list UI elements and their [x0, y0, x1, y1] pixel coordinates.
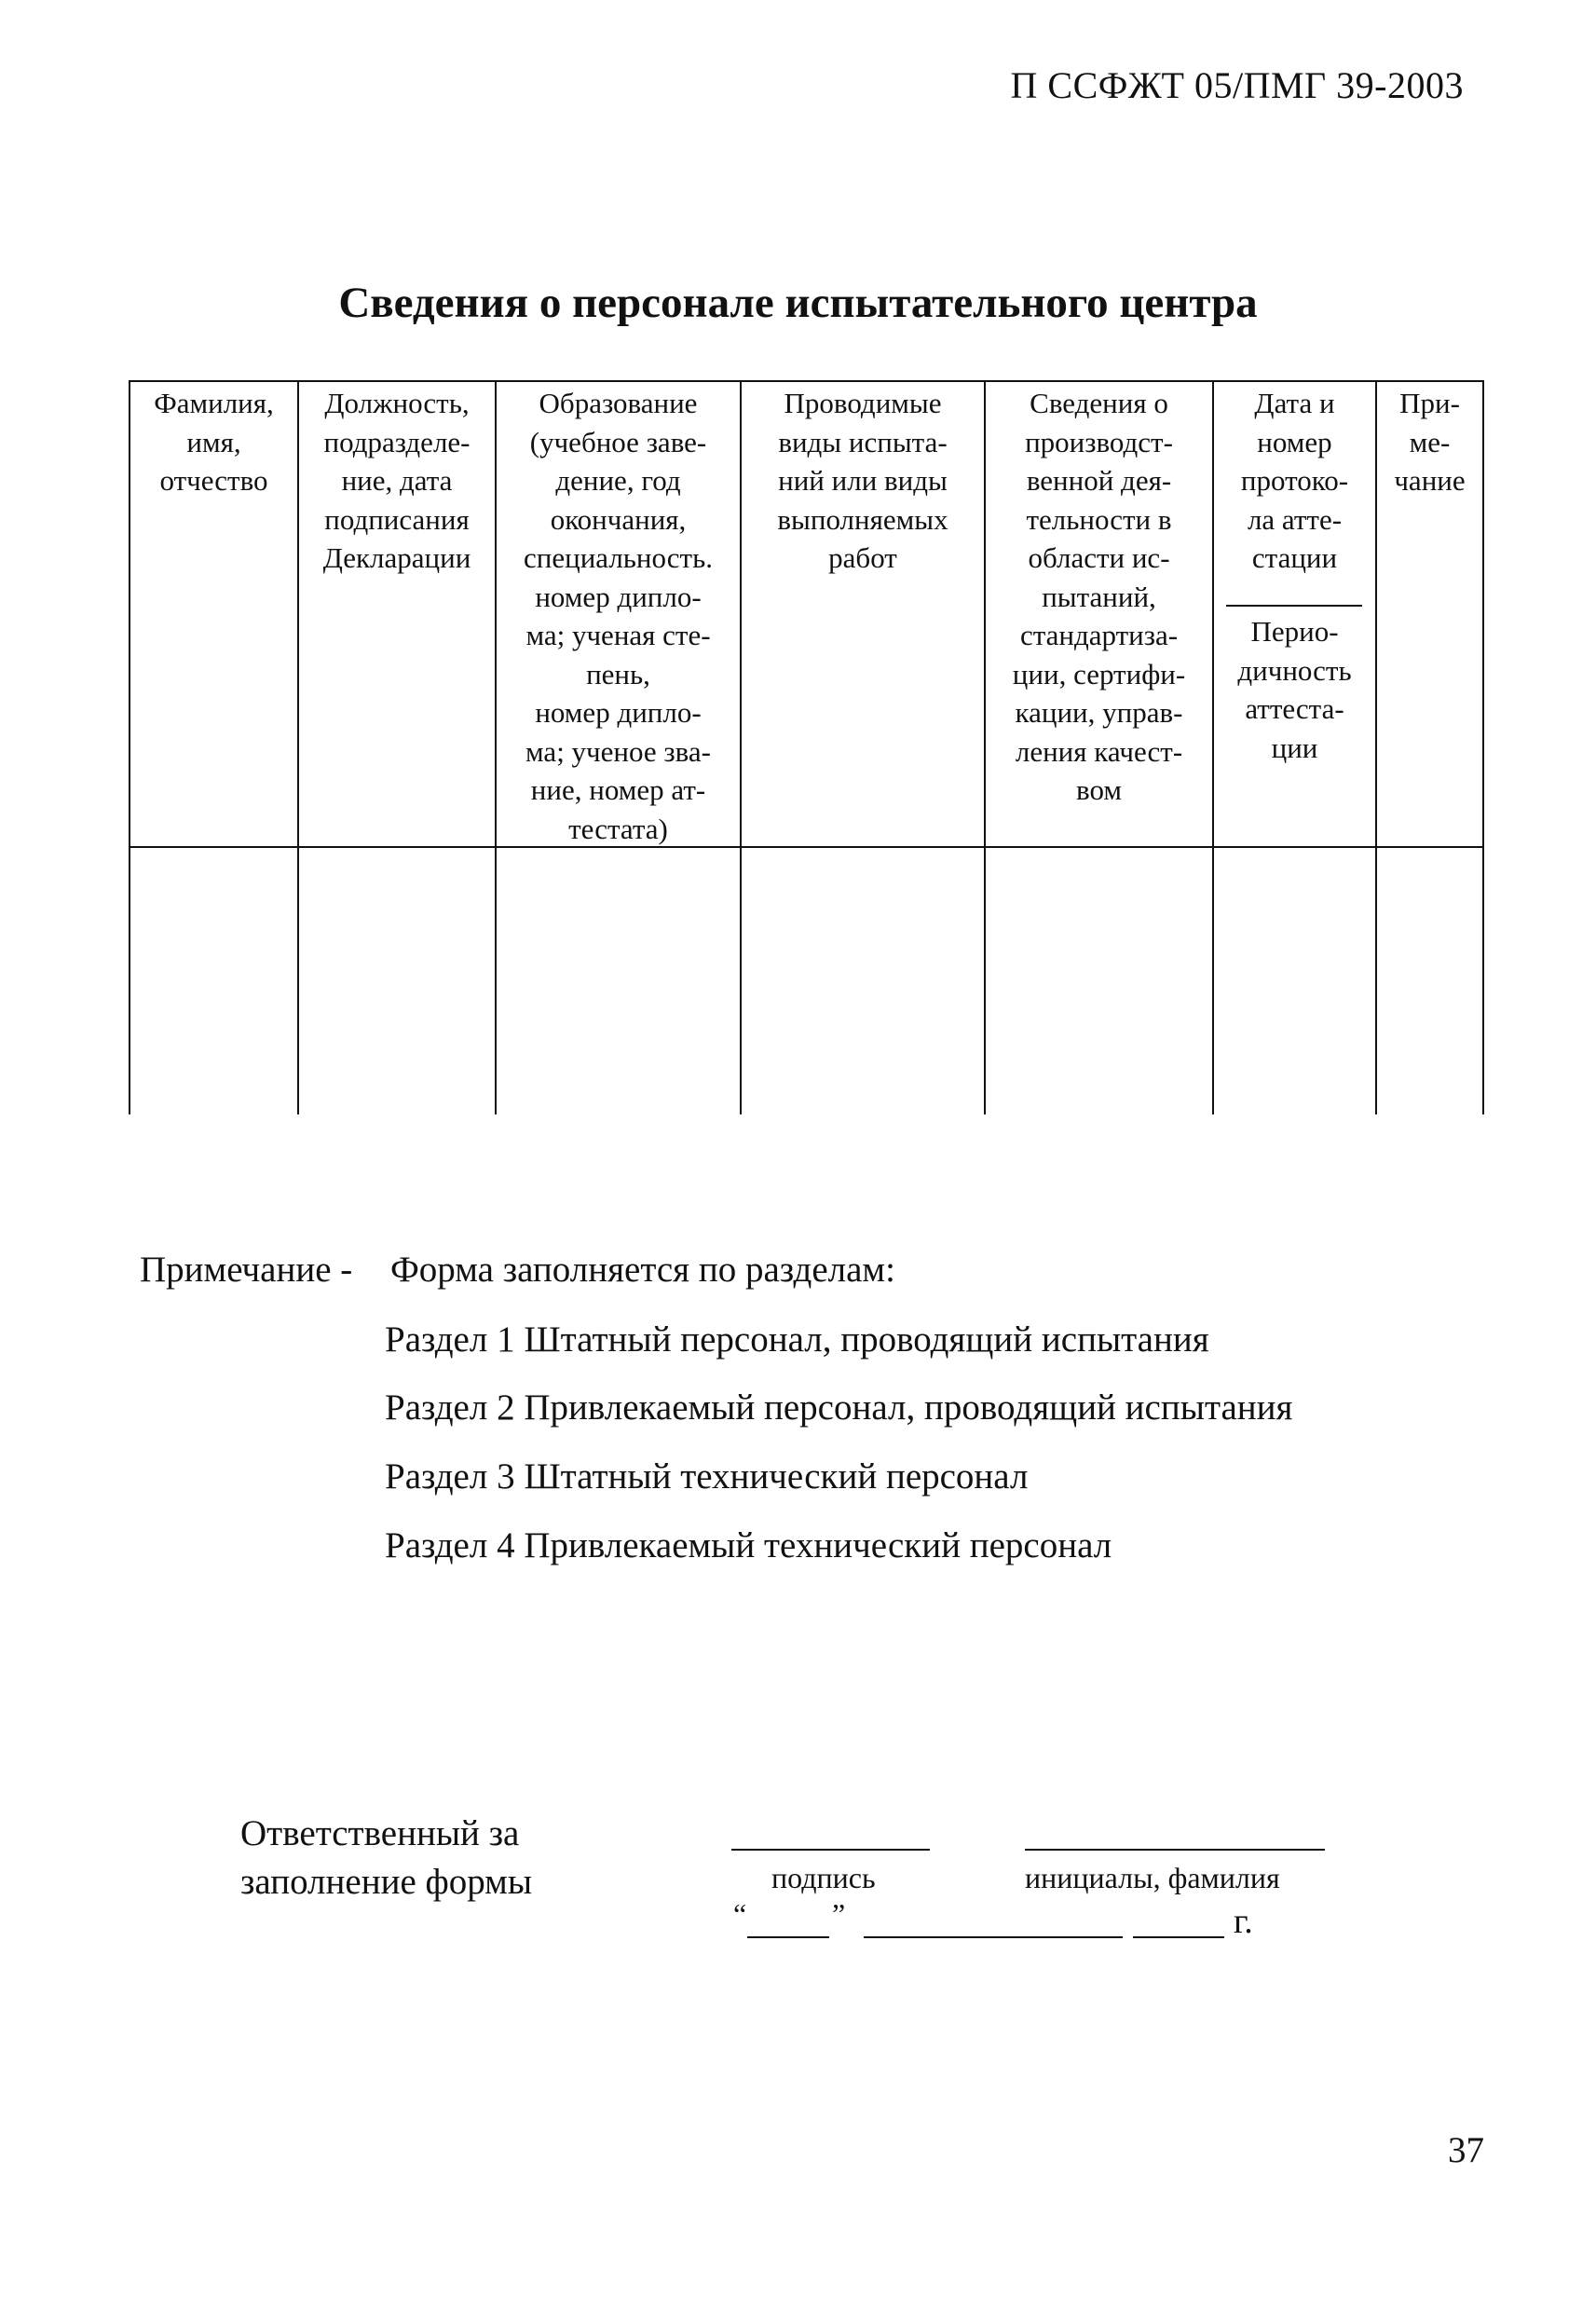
note-section-3: Раздел 3 Штатный технический персонал — [385, 1456, 1029, 1497]
year-suffix: г. — [1234, 1902, 1253, 1941]
header-attestation-periodicity: Перио- дичность аттеста- ции — [1237, 615, 1352, 764]
header-notes: При- ме- чание — [1394, 387, 1466, 497]
header-production-activity: Сведения о производст- венной дея- тельности в области ис- пытаний, стандартиза- ции, сертифи- кации, управ- ления качест- вом — [1012, 387, 1186, 806]
header-test-types: Проводимые виды испыта- ний или виды выполняемых работ — [777, 387, 948, 574]
personnel-table — [129, 380, 1484, 1114]
date-month-line — [864, 1936, 1123, 1938]
note-section-2: Раздел 2 Привлекаемый персонал, проводящий испытания — [385, 1387, 1293, 1428]
signature-line — [731, 1849, 930, 1851]
header-attestation-date: Дата и номер протоко- ла атте- стации — [1240, 387, 1349, 574]
responsible-label: Ответственный за заполнение формы — [240, 1813, 533, 1902]
signature-caption: подпись — [771, 1861, 876, 1894]
name-caption: инициалы, фамилия — [1025, 1861, 1280, 1894]
note-label: Примечание - — [140, 1250, 353, 1290]
date-year-line — [1133, 1936, 1224, 1938]
name-line — [1025, 1849, 1325, 1851]
date-day-line — [747, 1936, 829, 1938]
date-open-quote: “ — [733, 1897, 747, 1931]
header-bottom-border — [129, 846, 1484, 848]
header-full-name: Фамилия, имя, отчество — [154, 387, 274, 497]
document-code: П ССФЖТ 05/ПМГ 39-2003 — [1010, 64, 1464, 106]
attestation-divider — [1226, 605, 1362, 607]
note-section-4: Раздел 4 Привлекаемый технический персонал — [385, 1525, 1112, 1565]
form-title: Сведения о персонале испытательного центра — [338, 279, 1258, 327]
column-divider — [1482, 380, 1484, 1114]
note-section-1: Раздел 1 Штатный персонал, проводящий испытания — [385, 1319, 1209, 1360]
header-education: Образование (учебное заве- дение, год окончания, специальность. номер дипло- ма; ученая сте- пень, номер дипло- ма; ученое зва- ние, номер ат- тестата) — [524, 387, 713, 845]
table-top-border — [129, 380, 1484, 382]
header-position: Должность, подразделе- ние, дата подписания Декларации — [322, 387, 471, 574]
page-number: 37 — [1448, 2130, 1484, 2170]
note-intro: Форма заполняется по разделам: — [390, 1250, 895, 1290]
date-close-quote: ” — [832, 1897, 846, 1931]
